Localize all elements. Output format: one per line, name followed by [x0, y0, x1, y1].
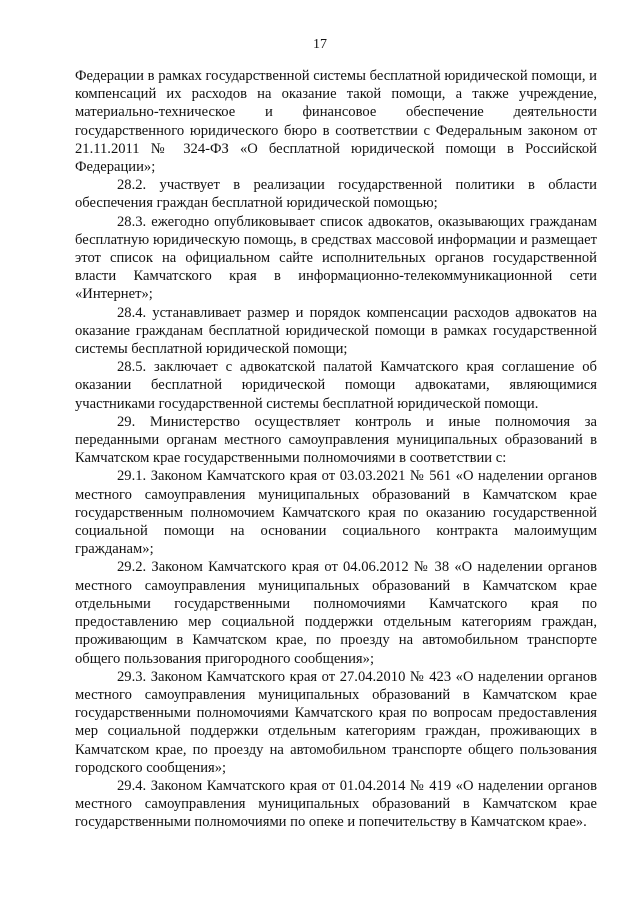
document-body: [75, 67, 597, 832]
paragraph-29: 29. Министерство осуществляет контроль и иные полномочия за переданными органам местного самоуправления муниципальных образований в Камчатском крае государственными полномочиями в соответствии с:: [75, 413, 597, 467]
paragraph-29-2: 29.2. Законом Камчатского края от 04.06.2012 № 38 «О наделении органов местного самоуправления муниципальных образований в Камчатском крае отдельными государственными полномочиями Камчатского края по предоставлению мер социальной поддержки отдельным категориям граждан, проживающим в Камчатском крае, по проезду на автомобильном транспорте общего пользования пригородного сообщения»;: [75, 559, 597, 667]
paragraph-29-4: 29.4. Законом Камчатского края от 01.04.2014 № 419 «О наделении органов местного самоуправления муниципальных образований в Камчатском крае государственными полномочиями по опеке и попечительству в Камчатском крае».: [75, 777, 597, 831]
paragraph-28-5: 28.5. заключает с адвокатской палатой Камчатского края соглашение об оказании бесплатной юридической помощи адвокатами, являющимися участниками государственной системы бесплатной юридической помощи.: [75, 359, 597, 412]
paragraph-28-2: 28.2. участвует в реализации государственной политики в области обеспечения граждан бесплатной юридической помощью;: [75, 177, 597, 212]
paragraph-continuation: Федерации в рамках государственной системы бесплатной юридической помощи, и компенсаций их расходов на оказание такой помощи, а также учреждение, материально-техническое и финансовое обеспечение деятельности государственного юридического бюро в соответствии с Федеральным законом от 21.11.2011 № 324-ФЗ «О бесплатной юридической помощи в Российской Федерации»;: [75, 68, 597, 176]
page-number: 17: [313, 37, 327, 52]
paragraph-28-4: 28.4. устанавливает размер и порядок компенсации расходов адвокатов на оказание гражданам бесплатной юридической помощи в рамках государственной системы бесплатной юридической помощи;: [75, 304, 597, 358]
paragraph-29-1: 29.1. Законом Камчатского края от 03.03.2021 № 561 «О наделении органов местного самоуправления муниципальных образований в Камчатском крае государственным полномочием Камчатского края по оказанию государственной социальной помощи на основании социального контракта малоимущим гражданам»;: [75, 468, 597, 558]
paragraph-28-3: 28.3. ежегодно опубликовывает список адвокатов, оказывающих гражданам бесплатную юридическую помощь, в средствах массовой информации и размещает этот список на официальном сайте исполнительных органов государственной власти Камчатского края в информационно-телекоммуникационной сети «Интернет»;: [75, 213, 597, 303]
paragraph-29-3: 29.3. Законом Камчатского края от 27.04.2010 № 423 «О наделении органов местного самоуправления муниципальных образований в Камчатском крае государственными полномочиями Камчатского края по вопросам предоставления мер социальной поддержки отдельным категориям граждан, проживающих в Камчатском крае, по проезду на автомобильном транспорте общего пользования городского сообщения»;: [75, 668, 597, 776]
